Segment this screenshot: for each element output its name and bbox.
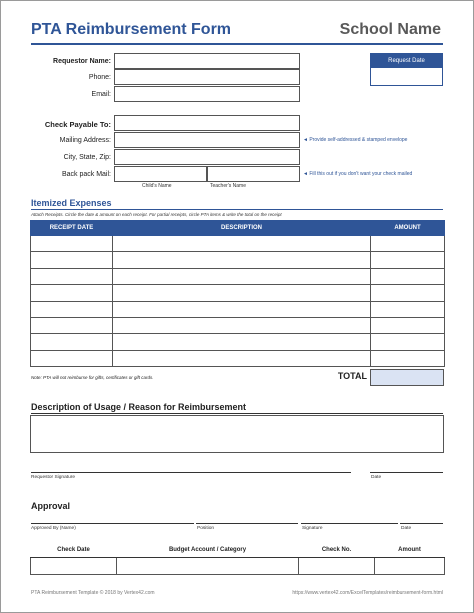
table-row bbox=[31, 557, 445, 574]
mailing-address-field[interactable] bbox=[114, 132, 300, 148]
amount-cell[interactable] bbox=[371, 334, 445, 350]
itemized-expenses-heading: Itemized Expenses bbox=[31, 198, 112, 208]
childs-name-field[interactable] bbox=[114, 166, 207, 182]
position-line[interactable] bbox=[196, 523, 298, 524]
total-label: TOTAL bbox=[337, 371, 367, 381]
check-date-header: Check Date bbox=[31, 544, 117, 557]
itemized-instructions: Attach Receipts. Circle the date & amount on each receipt. For partial receipts, circle PTA items & write the total on the receipt bbox=[31, 212, 282, 217]
email-field[interactable] bbox=[114, 86, 300, 102]
description-cell[interactable] bbox=[113, 285, 371, 301]
position-caption: Position bbox=[197, 526, 215, 531]
phone-field[interactable] bbox=[114, 69, 300, 85]
description-cell[interactable] bbox=[113, 268, 371, 284]
receipt-date-cell[interactable] bbox=[31, 317, 113, 333]
amount-cell[interactable] bbox=[371, 252, 445, 268]
approved-by-line[interactable] bbox=[31, 523, 194, 524]
gift-note: Note: PTA will not reimburse for gifts, certificates or gift cards. bbox=[31, 375, 154, 380]
amount-header: AMOUNT bbox=[371, 221, 445, 236]
approval-heading: Approval bbox=[31, 501, 71, 511]
check-no-cell[interactable] bbox=[299, 557, 375, 574]
request-date-label: Request Date bbox=[371, 54, 442, 68]
check-payable-field[interactable] bbox=[114, 115, 300, 131]
requestor-name-field[interactable] bbox=[114, 53, 300, 69]
amount-cell[interactable] bbox=[371, 317, 445, 333]
receipt-date-cell[interactable] bbox=[31, 334, 113, 350]
receipt-date-cell[interactable] bbox=[31, 301, 113, 317]
table-row bbox=[31, 317, 445, 333]
requestor-date-line[interactable] bbox=[370, 472, 443, 473]
total-amount-field[interactable] bbox=[370, 369, 444, 386]
table-row bbox=[31, 350, 445, 366]
receipt-date-cell[interactable] bbox=[31, 285, 113, 301]
request-date-box[interactable] bbox=[370, 53, 443, 86]
description-cell[interactable] bbox=[113, 301, 371, 317]
check-table bbox=[30, 544, 445, 575]
title-divider bbox=[31, 43, 443, 45]
budget-account-cell[interactable] bbox=[117, 557, 299, 574]
signature-line[interactable] bbox=[301, 523, 398, 524]
usage-heading: Description of Usage / Reason for Reimbursement bbox=[31, 402, 247, 412]
amount-cell[interactable] bbox=[371, 236, 445, 252]
requestor-signature-line[interactable] bbox=[31, 472, 351, 473]
check-amount-header: Amount bbox=[375, 544, 445, 557]
table-row bbox=[31, 268, 445, 284]
form-title: PTA Reimbursement Form bbox=[31, 21, 232, 38]
receipt-date-cell[interactable] bbox=[31, 268, 113, 284]
requestor-name-label: Requestor Name: bbox=[53, 58, 111, 65]
table-row bbox=[31, 285, 445, 301]
amount-cell[interactable] bbox=[371, 285, 445, 301]
table-row bbox=[31, 334, 445, 350]
amount-cell[interactable] bbox=[371, 350, 445, 366]
itemized-divider bbox=[31, 209, 443, 210]
approval-date-caption: Date bbox=[401, 526, 412, 531]
table-row bbox=[31, 236, 445, 252]
teachers-name-field[interactable] bbox=[207, 166, 300, 182]
description-cell[interactable] bbox=[113, 252, 371, 268]
description-cell[interactable] bbox=[113, 350, 371, 366]
receipt-date-cell[interactable] bbox=[31, 236, 113, 252]
city-state-zip-label: City, State, Zip: bbox=[63, 154, 111, 161]
usage-description-field[interactable] bbox=[30, 415, 444, 453]
signature-caption: Signature bbox=[302, 526, 323, 531]
teachers-name-caption: Teacher's Name bbox=[210, 183, 246, 189]
approval-date-line[interactable] bbox=[400, 523, 443, 524]
footer-link[interactable]: https://www.vertex42.com/ExcelTemplates/reimbursement-form.html bbox=[292, 590, 443, 596]
budget-account-header: Budget Account / Category bbox=[117, 544, 299, 557]
backpack-note: ◄ Fill this out if you don't want your check mailed bbox=[303, 171, 413, 177]
mailing-address-label: Mailing Address: bbox=[59, 137, 111, 144]
usage-divider bbox=[31, 413, 443, 414]
description-cell[interactable] bbox=[113, 317, 371, 333]
backpack-mail-label: Back pack Mail: bbox=[61, 171, 111, 178]
check-no-header: Check No. bbox=[299, 544, 375, 557]
amount-cell[interactable] bbox=[371, 268, 445, 284]
receipt-date-header: RECEIPT DATE bbox=[31, 221, 113, 236]
requestor-date-caption: Date bbox=[371, 475, 382, 480]
phone-label: Phone: bbox=[88, 74, 111, 81]
check-payable-label: Check Payable To: bbox=[44, 120, 111, 129]
footer-copyright: PTA Reimbursement Template © 2018 by Vertex42.com bbox=[31, 590, 155, 596]
childs-name-caption: Child's Name bbox=[142, 183, 172, 189]
itemized-expenses-table bbox=[30, 220, 445, 367]
amount-cell[interactable] bbox=[371, 301, 445, 317]
requestor-signature-caption: Requestor Signature bbox=[31, 475, 75, 480]
school-name: School Name bbox=[339, 21, 441, 38]
description-cell[interactable] bbox=[113, 236, 371, 252]
email-label: Email: bbox=[91, 91, 111, 98]
mailing-note: ◄ Provide self-addressed & stamped envelope bbox=[303, 137, 408, 143]
receipt-date-cell[interactable] bbox=[31, 350, 113, 366]
description-header: DESCRIPTION bbox=[113, 221, 371, 236]
description-cell[interactable] bbox=[113, 334, 371, 350]
table-row bbox=[31, 252, 445, 268]
approved-by-caption: Approved By (Name) bbox=[31, 526, 76, 531]
receipt-date-cell[interactable] bbox=[31, 252, 113, 268]
check-date-cell[interactable] bbox=[31, 557, 117, 574]
table-row bbox=[31, 301, 445, 317]
city-state-zip-field[interactable] bbox=[114, 149, 300, 165]
check-amount-cell[interactable] bbox=[375, 557, 445, 574]
